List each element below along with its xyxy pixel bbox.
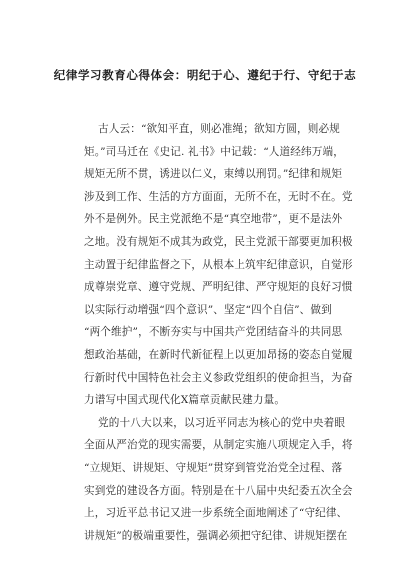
- text-line: 之地。没有规矩不成其为政党，民主党派干部要更加积极: [84, 235, 353, 248]
- text-line: 想政治基础，在新时代新征程上以更加昂扬的姿态自觉履: [84, 348, 353, 361]
- text-line: 外不是例外。民主党派绝不是“真空地带”，更不是法外: [84, 213, 343, 226]
- text-line: 矩。”司马迁在《史记. 礼书》中记载：“人道经纬万端，: [84, 145, 344, 158]
- text-line: 党的十八大以来，以习近平同志为核心的党中央着眼: [98, 416, 346, 429]
- text-line: 古人云：“欲知平直，则必准绳；欲知方圆，则必规: [98, 123, 340, 135]
- text-line: 主动置于纪律监督之下，从根本上筑牢纪律意识，自觉形: [84, 258, 353, 271]
- text-line: 实到党的建设各方面。特别是在十八届中央纪委五次全会: [84, 484, 353, 497]
- document-title: 纪律学习教育心得体会：明纪于心、遵纪于行、守纪于志: [53, 68, 357, 82]
- document-body: [84, 118, 353, 547]
- text-line: 成尊崇党章、遵守党规、严明纪律、严守规矩的良好习惯: [84, 281, 353, 294]
- text-line: 力谱写中国式现代化X篇章贡献民建力量。: [84, 394, 286, 407]
- text-line: “立规矩、讲规矩、守规矩”贯穿到管党治党全过程、落: [84, 461, 343, 474]
- text-line: 上，习近平总书记又进一步系统全面地阐述了“守纪律、: [84, 507, 348, 520]
- text-line: 全面从严治党的现实需要，从制定实施八项规定入手，将: [84, 439, 353, 452]
- paragraph-2: [84, 412, 353, 548]
- text-line: “两个维护”，不断夯实与中国共产党团结奋斗的共同思: [84, 326, 343, 339]
- text-line: 以实际行动增强“四个意识”、坚定“四个自信”、做到: [84, 303, 332, 316]
- text-line: 行新时代中国特色社会主义参政党组织的使命担当，为奋: [84, 371, 353, 384]
- text-line: 涉及到工作、生活的方方面面，无所不在，无时不在。党: [84, 190, 353, 203]
- paragraph-1: [84, 118, 353, 412]
- text-line: 讲规矩”的极端重要性，强调必须把守纪律、讲规矩摆在: [84, 529, 348, 542]
- text-line: 规矩无所不贯，诱进以仁义，束缚以刑罚。”纪律和规矩: [84, 168, 343, 181]
